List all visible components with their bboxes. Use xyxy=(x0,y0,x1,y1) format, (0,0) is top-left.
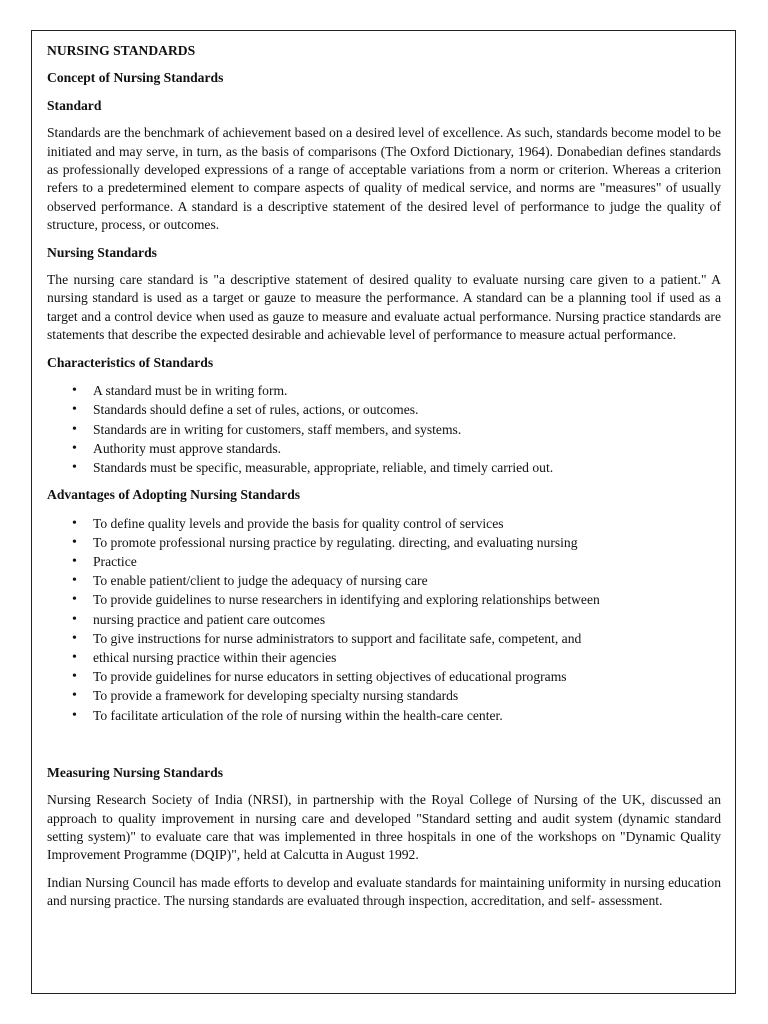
list-item: • ethical nursing practice within their agencies xyxy=(93,648,721,667)
measuring-paragraph-1: Nursing Research Society of India (NRSI), in partnership with the Royal College of Nursing of the UK, discussed an approach to quality improvement in nursing care and developed "Standard setting and audit system (dynamic standard setting system)" to evaluate care that was implemented in three hospitals in one of the workshops on "Dynamic Quality Improvement Programme (DQIP)", held at Calcutta in August 1992. xyxy=(47,792,721,863)
list-item: • To enable patient/client to judge the adequacy of nursing care xyxy=(93,571,721,590)
spacer xyxy=(47,734,721,764)
document-content xyxy=(47,42,721,920)
list-item: • To give instructions for nurse administrators to support and facilitate safe, competent, and xyxy=(93,629,721,648)
list-item: • nursing practice and patient care outcomes xyxy=(93,610,721,629)
nursing-standards-paragraph: The nursing care standard is "a descriptive statement of desired quality to evaluate nursing care given to a patient." A nursing standard is used as a target or gauze to measure the performance. A standard can be a planning tool if used as a target and a control device when used as gauze to measure and evaluate actual performance. Nursing practice standards are statements that describe the expected desirable and achievable level of performance to measure actual performance. xyxy=(47,272,721,343)
list-item: • Authority must approve standards. xyxy=(93,439,721,458)
list-item: • To promote professional nursing practice by regulating. directing, and evaluating nursing xyxy=(93,533,721,552)
list-item: • Standards must be specific, measurable, appropriate, reliable, and timely carried out. xyxy=(93,458,721,477)
list-item: • A standard must be in writing form. xyxy=(93,381,721,400)
document-title: NURSING STANDARDS xyxy=(47,43,196,58)
nursing-standards-heading: Nursing Standards xyxy=(47,244,157,260)
list-item: • To define quality levels and provide the basis for quality control of services xyxy=(93,514,721,533)
list-item: • To facilitate articulation of the role of nursing within the health-care center. xyxy=(93,706,721,725)
concept-heading: Concept of Nursing Standards xyxy=(47,70,224,86)
measuring-heading: Measuring Nursing Standards xyxy=(47,764,223,780)
advantages-heading: Advantages of Adopting Nursing Standards xyxy=(47,487,301,503)
measuring-paragraph-2: Indian Nursing Council has made efforts to develop and evaluate standards for maintaining uniformity in nursing education and nursing practice. The nursing standards are evaluated through inspection, accreditation, and self- assessment. xyxy=(47,874,721,909)
list-item: • Standards should define a set of rules, actions, or outcomes. xyxy=(93,400,721,419)
list-item: • Standards are in writing for customers, staff members, and systems. xyxy=(93,420,721,439)
characteristics-list xyxy=(47,381,721,477)
list-item: • Practice xyxy=(93,552,721,571)
list-item: • To provide a framework for developing specialty nursing standards xyxy=(93,686,721,705)
standard-heading: Standard xyxy=(47,97,102,113)
standard-paragraph: Standards are the benchmark of achievement based on a desired level of excellence. As such, standards become model to be initiated and may serve, in turn, as the basis of comparisons (The Oxford Dictionary, 1964). Donabedian defines standards as professionally developed expressions of a range of acceptable variations from a norm or criterion. Whereas a criterion refers to a predetermined element to compare aspects of quality of medical service, and norms are "measures" of usually observed performance. A standard is a descriptive statement of the desired level of performance to judge the quality of structure, process, or outcomes. xyxy=(47,125,721,233)
list-item: • To provide guidelines for nurse educators in setting objectives of educational programs xyxy=(93,667,721,686)
list-item: • To provide guidelines to nurse researchers in identifying and exploring relationships between xyxy=(93,590,721,609)
characteristics-heading: Characteristics of Standards xyxy=(47,354,214,370)
advantages-list xyxy=(47,514,721,725)
